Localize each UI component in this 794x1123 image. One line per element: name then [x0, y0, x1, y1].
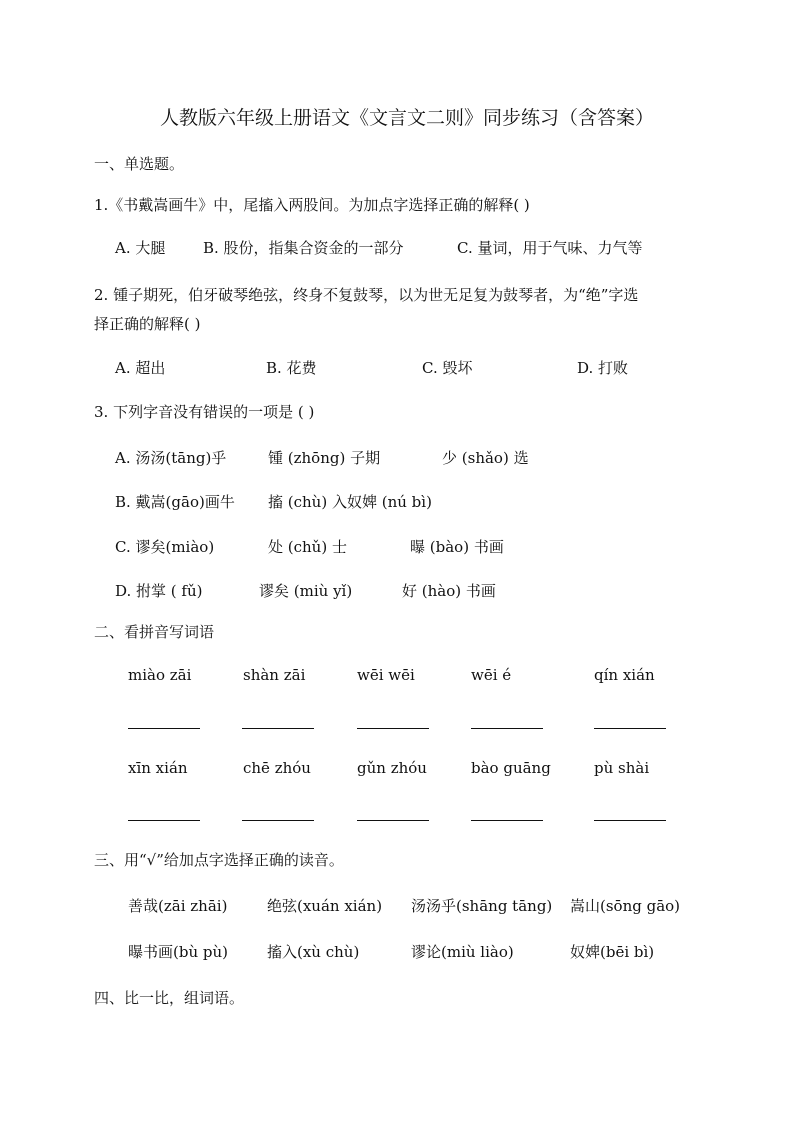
question-1-option-c: C. 量词，用于气味、力气等: [457, 239, 643, 257]
answer-blank[interactable]: [594, 820, 666, 821]
reading-choice: 善哉(zāi zhāi): [128, 897, 228, 915]
question-2-stem-line2: 择正确的解释( ): [94, 315, 201, 333]
pinyin-prompt: miào zāi: [128, 666, 192, 684]
question-3-option-a-3: 少 (shǎo) 选: [442, 449, 529, 467]
question-3-option-a-2: 锺 (zhōng) 子期: [268, 449, 381, 467]
question-3-stem: 3. 下列字音没有错误的一项是 ( ): [94, 403, 315, 421]
answer-blank[interactable]: [357, 728, 429, 729]
pinyin-prompt: bào guāng: [471, 759, 551, 777]
question-1-stem: 1.《书戴嵩画牛》中，尾搐入两股间。为加点字选择正确的解释( ): [94, 196, 530, 214]
pinyin-prompt: chē zhóu: [243, 759, 311, 777]
reading-choice: 搐入(xù chù): [267, 943, 360, 961]
question-2-option-a: A. 超出: [115, 359, 166, 377]
question-1-option-a: A. 大腿: [115, 239, 166, 257]
question-3-option-b-2: 搐 (chù) 入奴婢 (nú bì): [268, 493, 432, 511]
pinyin-prompt: wēi wēi: [357, 666, 415, 684]
question-2-option-c: C. 毁坏: [422, 359, 473, 377]
answer-blank[interactable]: [242, 728, 314, 729]
answer-blank[interactable]: [357, 820, 429, 821]
pinyin-prompt: shàn zāi: [243, 666, 306, 684]
section-heading-2: 二、看拼音写词语: [94, 623, 215, 641]
reading-choice: 奴婢(bēi bì): [570, 943, 655, 961]
question-3-option-d-2: 谬矣 (miù yǐ): [259, 582, 353, 600]
question-2-option-b: B. 花费: [266, 359, 317, 377]
pinyin-prompt: qín xián: [594, 666, 655, 684]
section-heading-1: 一、单选题。: [94, 155, 185, 173]
question-2-stem-line1: 2. 锺子期死，伯牙破琴绝弦，终身不复鼓琴，以为世无足复为鼓琴者，为“绝”字选: [94, 286, 639, 304]
reading-choice: 曝书画(bù pù): [128, 943, 228, 961]
question-3-option-c-3: 曝 (bào) 书画: [410, 538, 504, 556]
answer-blank[interactable]: [128, 728, 200, 729]
question-3-option-a-1: A. 汤汤(tāng)乎: [115, 449, 227, 467]
question-2-option-d: D. 打败: [577, 359, 629, 377]
question-1-option-b: B. 股份，指集合资金的一部分: [203, 239, 404, 257]
pinyin-prompt: gǔn zhóu: [357, 759, 427, 777]
answer-blank[interactable]: [471, 728, 543, 729]
answer-blank[interactable]: [471, 820, 543, 821]
answer-blank[interactable]: [128, 820, 200, 821]
pinyin-prompt: xīn xián: [128, 759, 188, 777]
question-3-option-b-1: B. 戴嵩(gāo)画牛: [115, 493, 235, 511]
section-heading-4: 四、比一比，组词语。: [94, 989, 245, 1007]
pinyin-prompt: wēi é: [471, 666, 512, 684]
question-3-option-c-2: 处 (chǔ) 士: [268, 538, 347, 556]
question-3-option-d-3: 好 (hào) 书画: [402, 582, 496, 600]
question-3-option-c-1: C. 谬矣(miào): [115, 538, 215, 556]
page-title: 人教版六年级上册语文《文言文二则》同步练习（含答案）: [160, 107, 655, 129]
section-heading-3: 三、用“√”给加点字选择正确的读音。: [94, 851, 344, 869]
reading-choice: 嵩山(sōng gāo): [570, 897, 681, 915]
question-3-option-d-1: D. 拊掌 ( fǔ): [115, 582, 203, 600]
reading-choice: 汤汤乎(shāng tāng): [411, 897, 553, 915]
answer-blank[interactable]: [594, 728, 666, 729]
reading-choice: 绝弦(xuán xián): [267, 897, 383, 915]
reading-choice: 谬论(miù liào): [411, 943, 514, 961]
pinyin-prompt: pù shài: [594, 759, 650, 777]
answer-blank[interactable]: [242, 820, 314, 821]
